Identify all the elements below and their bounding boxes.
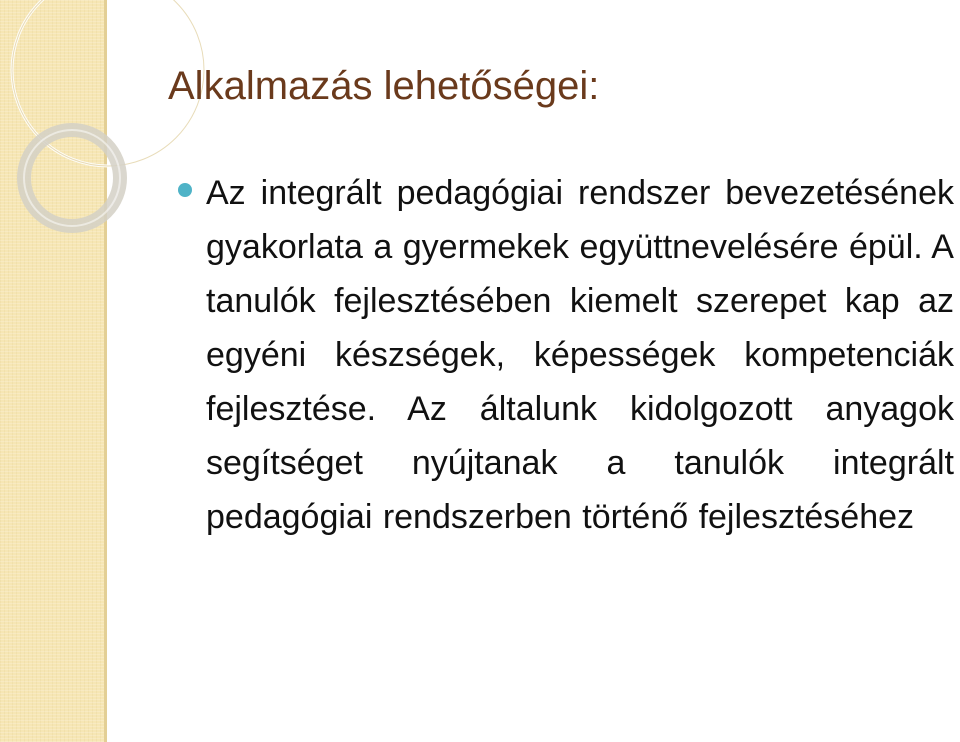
page-title: Alkalmazás lehetőségei: xyxy=(168,64,600,108)
bullet-dot-icon xyxy=(178,183,192,197)
bullet-list xyxy=(178,166,954,544)
bullet-text: Az integrált pedagógiai rendszer bevezetésének gyakorlata a gyermekek együttnevelésére épül. A tanulók fejlesztésében kiemelt szerepet kap az egyéni készségek, képességek kompetenciák fejlesztése. Az általunk kidolgozott anyagok segítséget nyújtanak a tanulók integrált pedagógiai rendszerben történő fejlesztéséhez xyxy=(206,174,954,536)
decorative-rings-icon xyxy=(0,0,140,260)
list-item xyxy=(178,166,954,544)
